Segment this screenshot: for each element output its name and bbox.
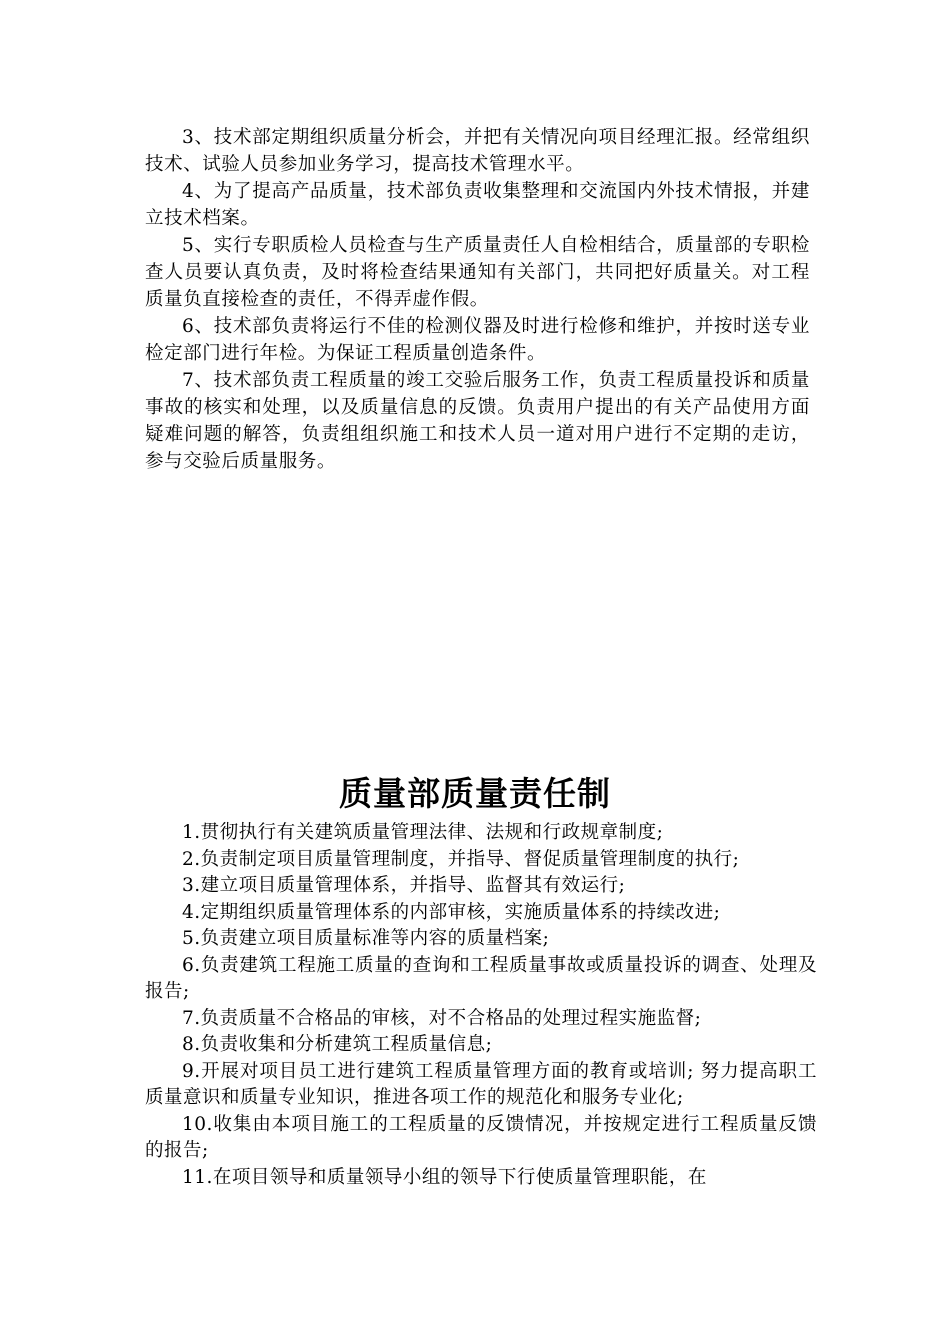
paragraph-7: 7、技术部负责工程质量的竣工交验后服务工作，负责工程质量投诉和质量事故的核实和处理，以及质量信息的反馈。负责用户提出的有关产品使用方面疑难问题的解答，负责组组织施工和技术人员一道对用户进行不定期的走访，参与交验后质量服务。	[145, 370, 810, 472]
section-heading: 质量部质量责任制	[339, 774, 611, 813]
list-item-7: 7.负责质量不合格品的审核，对不合格品的处理过程实施监督;	[182, 1007, 702, 1029]
paragraph-6: 6、技术部负责将运行不佳的检测仪器及时进行检修和维护，并按时送专业检定部门进行年检。为保证工程质量创造条件。	[145, 316, 810, 364]
list-item-5: 5.负责建立项目质量标准等内容的质量档案;	[182, 928, 550, 949]
paragraph-3: 3、技术部定期组织质量分析会，并把有关情况向项目经理汇报。经常组织技术、试验人员参加业务学习，提高技术管理水平。	[145, 127, 810, 175]
list-item-3: 3.建立项目质量管理体系，并指导、监督其有效运行;	[182, 875, 626, 896]
list-item-9: 9.开展对项目员工进行建筑工程质量管理方面的教育或培训; 努力提高职工质量意识和质量专业知识，推进各项工作的规范化和服务专业化;	[145, 1060, 817, 1108]
list-item-11: 11.在项目领导和质量领导小组的领导下行使质量管理职能，在	[182, 1166, 707, 1188]
list-item-1: 1.贯彻执行有关建筑质量管理法律、法规和行政规章制度;	[182, 822, 664, 843]
list-item-8: 8.负责收集和分析建筑工程质量信息;	[182, 1034, 493, 1055]
quality-responsibility-list	[145, 820, 817, 1191]
list-item-6: 6.负责建筑工程施工质量的查询和工程质量事故或质量投诉的调查、处理及报告;	[145, 954, 817, 1002]
list-item-10: 10.收集由本项目施工的工程质量的反馈情况，并按规定进行工程质量反馈的报告;	[145, 1113, 817, 1161]
technical-department-section	[145, 124, 810, 475]
list-item-4: 4.定期组织质量管理体系的内部审核，实施质量体系的持续改进;	[182, 901, 721, 923]
paragraph-4: 4、为了提高产品质量，技术部负责收集整理和交流国内外技术情报，并建立技术档案。	[145, 181, 810, 229]
list-item-2: 2.负责制定项目质量管理制度，并指导、督促质量管理制度的执行;	[182, 848, 740, 870]
paragraph-5: 5、实行专职质检人员检查与生产质量责任人自检相结合，质量部的专职检查人员要认真负责，及时将检查结果通知有关部门，共同把好质量关。对工程质量负直接检查的责任，不得弄虚作假。	[145, 235, 810, 310]
